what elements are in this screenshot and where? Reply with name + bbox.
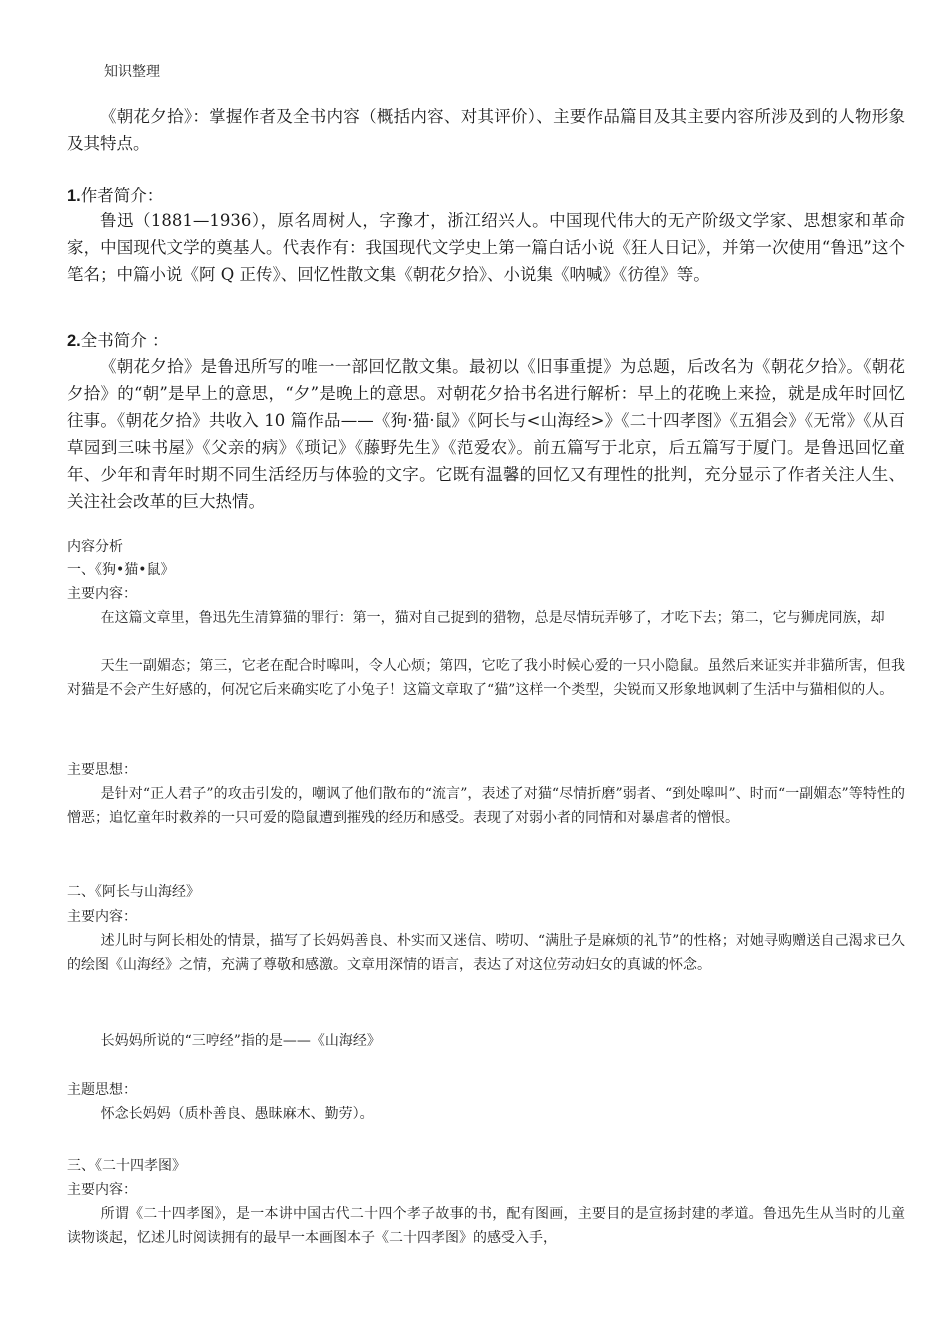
chapter1-idea-label: 主要思想： [67,762,137,778]
page-title: 知识整理 [104,64,160,80]
chapter1-title: 一、《狗•猫•鼠》 [67,562,175,578]
analysis-title: 内容分析 [67,539,123,555]
author-heading-text: 作者简介： [80,186,164,205]
chapter3-title: 三、《二十四孝图》 [67,1158,186,1174]
chapter3-content-label: 主要内容： [67,1182,137,1198]
chapter3-content-paragraph: 所谓《二十四孝图》，是一本讲中国古代二十四个孝子故事的书，配有图画，主要目的是宣扬封建的孝道。鲁迅先生从当时的儿童读物谈起，忆述儿时阅读拥有的最早一本画图本子《二十四孝图》的感受入手， [67,1206,905,1246]
book-heading [67,327,905,355]
chapter2-title: 二、《阿长与山海经》 [67,884,200,900]
chapter2-theme-label: 主题思想： [67,1082,137,1098]
book-paragraph: 《朝花夕拾》是鲁迅所写的唯一一部回忆散文集。最初以《旧事重提》为总题，后改名为《朝花夕拾》。《朝花夕拾》的“朝”是早上的意思，“夕”是晚上的意思。对朝花夕拾书名进行解析：早上的花晚上来捡，就是成年时回忆往事。《朝花夕拾》共收入 10 篇作品——《狗·猫·鼠》《阿长与<山海经>》《二十四孝图》《五猖会》《无常》《从百草园到三味书屋》《父亲的病》《琐记》《藤野先生》《范爱农》。前五篇写于北京，后五篇写于厦门。是鲁迅回忆童年、少年和青年时期不同生活经历与体验的文字。它既有温馨的回忆又有理性的批判，充分显示了作者关注人生、关注社会改革的巨大热情。 [67,357,905,511]
author-heading [67,182,905,210]
chapter1-idea-paragraph: 是针对“正人君子”的攻击引发的，嘲讽了他们散布的“流言”，表述了对猫“尽情折磨”弱者、“到处嗥叫”、时而“一副媚态”等特性的憎恶；追忆童年时救养的一只可爱的隐鼠遭到摧残的经历和感受。表现了对弱小者的同情和对暴虐者的憎恨。 [67,786,905,826]
chapter1-content-paragraph-2: 天生一副媚态；第三，它老在配合时嗥叫，令人心烦；第四，它吃了我小时候心爱的一只小隐鼠。虽然后来证实并非猫所害，但我对猫是不会产生好感的，何况它后来确实吃了小兔子！这篇文章取了“猫”这样一个类型，尖锐而又形象地讽刺了生活中与猫相似的人。 [67,658,905,698]
author-heading-number: 1. [67,187,81,205]
intro-paragraph: 《朝花夕拾》：掌握作者及全书内容（概括内容、对其评价）、主要作品篇目及其主要内容所涉及到的人物形象及其特点。 [67,107,905,153]
chapter1-content-paragraph-1: 在这篇文章里，鲁迅先生清算猫的罪行：第一，猫对自己捉到的猎物，总是尽情玩弄够了，才吃下去；第二，它与狮虎同族，却 [100,610,885,626]
chapter2-content-label: 主要内容： [67,909,137,925]
chapter2-note: 长妈妈所说的“三哼经”指的是——《山海经》 [100,1033,381,1049]
chapter2-content-paragraph: 述儿时与阿长相处的情景，描写了长妈妈善良、朴实而又迷信、唠叨、“满肚子是麻烦的礼节”的性格；对她寻购赠送自己渴求已久的绘图《山海经》之情，充满了尊敬和感激。文章用深情的语言，表达了对这位劳动妇女的真诚的怀念。 [67,933,905,973]
chapter1-content-label: 主要内容： [67,586,137,602]
author-paragraph: 鲁迅（1881—1936），原名周树人，字豫才，浙江绍兴人。中国现代伟大的无产阶级文学家、思想家和革命家，中国现代文学的奠基人。代表作有：我国现代文学史上第一篇白话小说《狂人日记》，并第一次使用“鲁迅”这个笔名；中篇小说《阿 Q 正传》、回忆性散文集《朝花夕拾》、小说集《呐喊》《彷徨》等。 [67,211,905,284]
chapter2-theme-paragraph: 怀念长妈妈（质朴善良、愚昧麻木、勤劳）。 [100,1106,374,1122]
book-heading-text: 全书简介 ： [80,331,169,350]
book-heading-number: 2. [67,332,81,350]
